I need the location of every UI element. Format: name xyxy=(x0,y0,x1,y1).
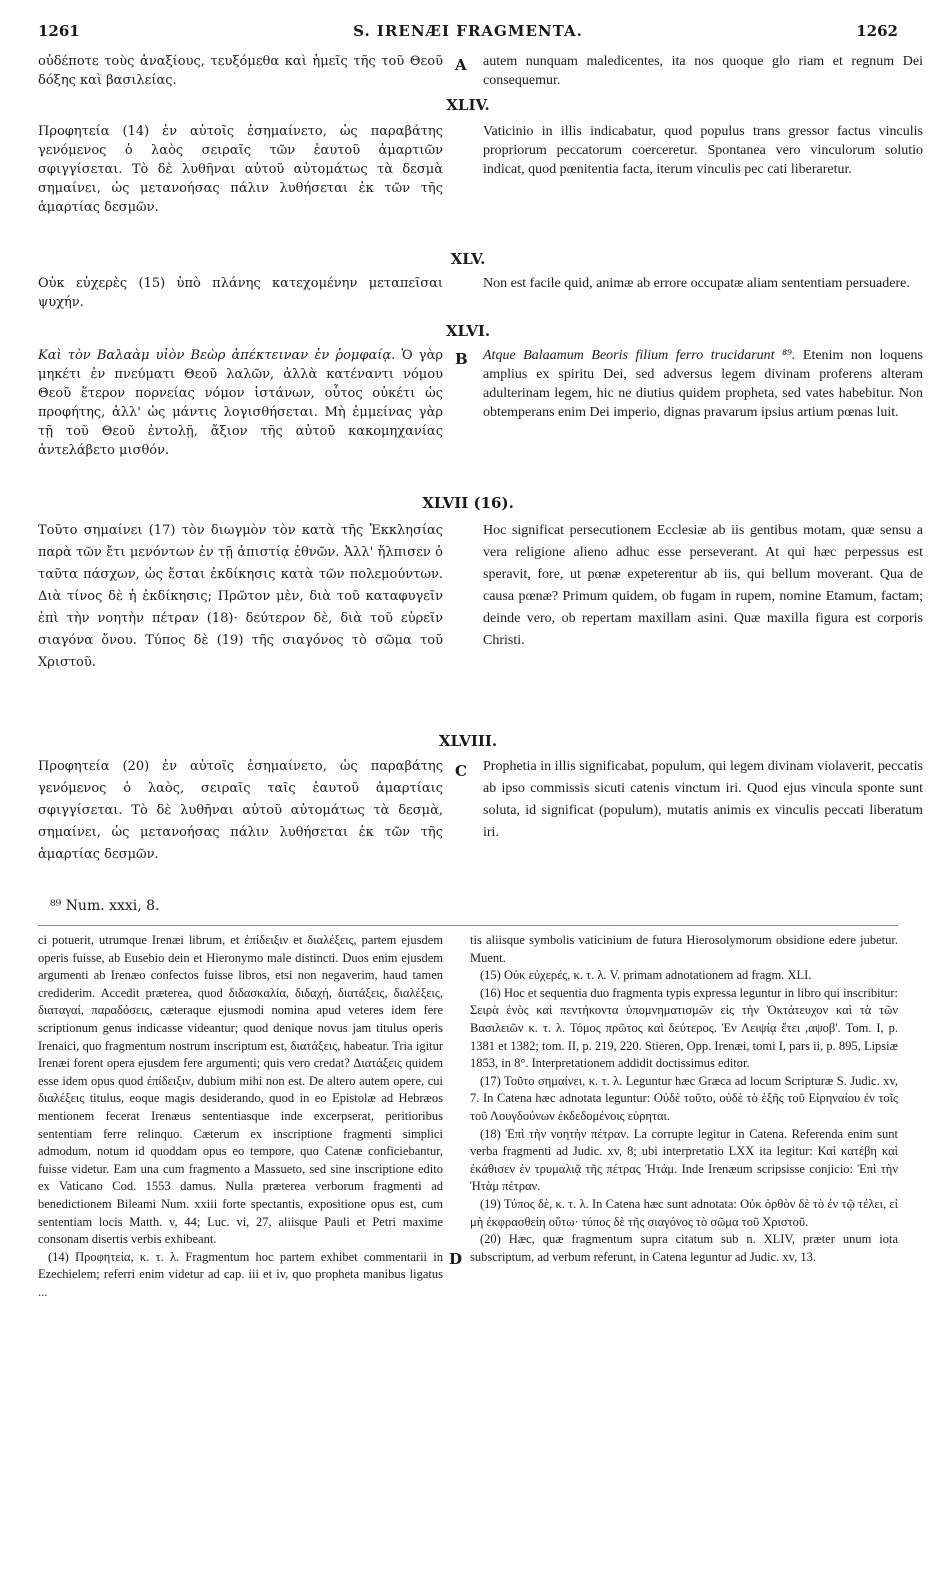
greek-column xyxy=(38,346,443,460)
greek-paragraph: Προφητεία (20) ἐν αὐτοῖς ἐσημαίνετο, ὡς παραβάτης γενόμενος ὁ λαὸς, σειραῖς ταῖς ἑαυτοῦ ἁμαρτίαις σφιγγίσεται. Τὸ δὲ λυθῆναι αὐτοῦ αὐτομάτως τὰ δεσμὰ, σημαίνει, ὡς μετανοήσας πάλιν λυθήσεται ἐκ τῶν τῆς ἁμαρτίας δεσμῶν. xyxy=(38,759,443,862)
greek-paragraph: Προφητεία (14) ἐν αὐτοῖς ἐσημαίνετο, ὡς παραβάτης γενόμενος ὁ λαὸς σειραῖς τῶν ἑαυτοῦ ἁμαρτιῶν σφιγγίσεται. Τὸ δὲ λυθῆναι αὐτοῦ αὐτομάτως τὰ δεσμὰ σημαίνει, ὡς μετανοήσας πάλιν λυθήσεται ἐκ τῶν τῆς ἁμαρτίας δεσμῶν. xyxy=(38,124,443,215)
latin-column xyxy=(483,274,923,293)
greek-column xyxy=(38,520,443,674)
section-heading: XLV. xyxy=(450,250,486,268)
annotation-paragraph: (18) Ἐπὶ τὴν νοητὴν πέτραν. La corrupte legitur in Catena. Referenda enim sunt verba fragmenti ad Judic. xv, 8; ubi interpretatio LXX ita legitur: Καὶ κατέβη καὶ ἐκάθισεν ἐν τρυμαλιᾷ τῆς πέτρας Ἠτάμ. Inde Irenæum scripsisse conjicio: Ἐπὶ τὴν Ἠτὰμ πέτραν. xyxy=(470,1126,898,1194)
greek-column xyxy=(38,52,443,90)
section-heading: XLVIII. xyxy=(438,732,498,750)
annotation-column-left xyxy=(38,932,443,1301)
annotation-column-right xyxy=(470,932,898,1266)
greek-column xyxy=(38,122,443,217)
greek-paragraph: Τοῦτο σημαίνει (17) τὸν διωγμὸν τὸν κατὰ τῆς Ἐκκλησίας παρὰ τῶν ἔτι μενόντων ἐν τῇ ἀπιστίᾳ ἐθνῶν. Ἀλλ' ἤλπισεν ὁ ταῦτα πάσχων, ὡς ἔσται ἐκδίκησις κατὰ τῶν πολεμούντων. Διὰ τίνος δὲ ἡ ἐκδίκησις; Πρῶτον μὲν, διὰ τοῦ καταφυγεῖν ἐπὶ τὴν νοητὴν πέτραν (18)· δεύτερον δὲ, διὰ τοῦ εὑρεῖν σιαγόνα ὄνου. Τύπος δὲ (19) τῆς σιαγόνος τὸ σῶμα τοῦ Χριστοῦ. xyxy=(38,523,443,670)
greek-text: Ὁ γὰρ μηκέτι ἐν πνεύματι Θεοῦ λαλῶν, ἀλλὰ κατέναντι νόμου Θεοῦ ἕτερον πορνείας νόμον ἱστάνων, οὗτος οὐκέτι ὡς προφήτης, ἀλλ' ὡς μάντις λογισθήσεται. Μὴ ἐμμείνας γὰρ τῇ τοῦ Θεοῦ ἐντολῇ, ἄξιον τῆς αὐτοῦ κακομηχανίας ἀντελάβετο μισθόν. xyxy=(38,348,444,458)
column-number-right: 1262 xyxy=(856,22,898,40)
scripture-quote: Καὶ τὸν Βαλαὰμ υἱὸν Βεὼρ ἀπέκτειναν ἐν ῥομφαίᾳ. xyxy=(38,348,396,363)
latin-column xyxy=(483,122,923,179)
margin-marker-d: D xyxy=(449,1250,463,1268)
page-header xyxy=(38,22,898,46)
latin-paragraph: Hoc significat persecutionem Ecclesiæ ab iis gentibus motam, quæ sensu a vera religione alieno adhuc esse perseverant. At qui hæc perpessus est speravit, fore, ut pœnæ expeterentur ab iis, qui bellum moverant. Qua de causa pœnæ? Primum quidem, ob fugam in rupem, nomine Etamum, factam; deinde vero, ob repertam maxillam asini. Quæ maxilla figura est corporis Christi. xyxy=(483,523,923,648)
section-heading: XLVII (16). xyxy=(422,494,514,512)
latin-column xyxy=(483,520,923,652)
margin-marker-a: A xyxy=(455,56,467,74)
annotation-paragraph: (17) Τοῦτο σημαίνει, κ. τ. λ. Leguntur hæc Græca ad locum Scripturæ S. Judic. xv, 7. In Catena hæc adnotata leguntur: Οὐδὲ τοῦτο, οὐδὲ τὸ ἑξῆς τοῦ Εἰρηναίου ἐν τοῖς τοῦ Λουγδούνων ἐκδεδομένοις εὑρηται. xyxy=(470,1073,898,1123)
latin-column xyxy=(483,346,923,422)
latin-paragraph: Vaticinio in illis indicabatur, quod populus trans gressor factus vinculis propriorum peccatorum coerceretur. Spontanea vero vinculorum solutio indicat, quod pœnitentia facta, iterum vinculis pec cati liberaretur. xyxy=(483,124,923,177)
footnote-89: ⁸⁹ Num. xxxi, 8. xyxy=(50,898,160,914)
latin-paragraph: autem nunquam maledicentes, ita nos quoque glo riam et regnum Dei consequemur. xyxy=(483,54,923,88)
latin-paragraph xyxy=(483,346,923,422)
section-heading: XLIV. xyxy=(446,96,490,114)
latin-column xyxy=(483,52,923,90)
column-number-left: 1261 xyxy=(38,22,80,40)
annotation-paragraph: (19) Τύπος δὲ, κ. τ. λ. In Catena hæc sunt adnotata: Οὐκ ὀρθὸν δὲ τὸ ἐν τῷ τέλει, εἰ μὴ ἐκφρασθείη οὕτω· τύπος δὲ τῆς σιαγόνος τὸ σῶμα τοῦ Χριστοῦ. xyxy=(470,1196,898,1229)
scripture-quote: Atque Balaamum Beoris filium ferro trucidarunt ⁸⁹. xyxy=(483,348,796,363)
margin-marker-b: B xyxy=(455,350,468,368)
annotation-paragraph: ci potuerit, utrumque Irenæi librum, et ἐπίδειξιν et διαλέξεις, partem ejusdem operis fuisse, ab Eusebio dein et Hieronymo male distincti. Duos enim ejusdem argumenti ab Irenæo confectos fuisse libros, etsi non negaverim, haud tamen crediderim. Accedit præterea, quod διδασκαλία, διδαχή, διατάξεις, διαλέξεις, διαταγαί, παραδόσεις, cæteraque ejusmodi nomina apud veteres idem fere scriptionum genus indicasse videantur; quod denique novus jam titulus operis Irenaici, quo fragmentum nostrum inscriptum est, διατάξεις, habeatur. Tria igitur Irenæi forent opera ejusdem fere argumenti; quis vero credat? Διατάξεις quidem esse idem opus quod ἐπίδειξιν, dubium mihi non est. De altero autem opere, cui διαλέξεις titulus, eoque magis desiderando, quod in eo Epistolæ ad Hebræos mentionem fecerat Irenæus sententiasque inde excerpserat, peritioribus sententiam ferre relinquo. Cæterum ex inscriptione fragmenti simplici admodum, notum id quoddam opus eo tempore, quo Catenæ conficiebantur, fuisse videtur. Eam una cum fragmento a Massueto, sed sine inscriptione edito ex Vaticano Cod. 1553 damus. Nulla præterea verborum fragmenti ad benedictionem Bileami Num. xxiii forte spectantis, expositione opus est, cum sententiam locis Matth. v, 44; Luc. vi, 27, aliisque Pauli et Petri maxime consonam disertis verbis exhibeant. xyxy=(38,933,443,1247)
annotation-paragraph: tis aliisque symbolis vaticinium de futura Hierosolymorum obsidione edere jubetur. Muent. xyxy=(470,933,898,965)
section-heading: XLVI. xyxy=(445,322,491,340)
greek-column xyxy=(38,274,443,312)
annotation-paragraph: (20) Hæc, quæ fragmentum supra citatum sub n. XLIV, præter unum iota subscriptum, ad verbum referunt, in Catena leguntur ad Judic. xv, 13. xyxy=(470,1232,898,1264)
greek-paragraph: οὐδέποτε τοὺς ἀναξίους, τευξόμεθα καὶ ἡμεῖς τῆς τοῦ Θεοῦ δόξης καὶ βασιλείας. xyxy=(38,54,443,88)
annotation-paragraph: (14) Προφητεία, κ. τ. λ. Fragmentum hoc partem exhibet commentarii in Ezechielem; referri enim videtur ad cap. iii et iv, quo propheta manibus ligatus ... xyxy=(38,1249,443,1299)
greek-paragraph xyxy=(38,346,443,460)
latin-column xyxy=(483,756,923,844)
running-title: S. IRENÆI FRAGMENTA. xyxy=(353,22,583,40)
greek-column xyxy=(38,756,443,866)
annotation-paragraph: (16) Hoc et sequentia duo fragmenta typis expressa leguntur in libro qui inscribitur: Σειρὰ ἑνὸς καὶ πεντήκοντα ὑπομνηματισμῶν εἰς τὴν Ὀκτάτευχον καὶ τὰ τῶν Βασιλειῶν κ. τ. λ. Τόμος πρῶτος καὶ δεύτερος. Ἐν Λειψίᾳ ἔτει ,αψοβ'. Tom. I, p. 1381 et 1382; tom. II, p. 219, 220. Stieren, Opp. Irenæi, tomi I, pars ii, p. 895, Lipsiæ 1853, in 8°. Interpretationem addidit doctissimus editor. xyxy=(470,985,898,1071)
latin-text: Etenim non loquens amplius ex spiritu Dei, sed adversus legem divinam proferens alteram adulterinam legem, hic ne diutius quidem propheta, sed vates habebitur. Non obtemperans enim Dei imperio, dignas pravarum ipsius artium pœnas luit. xyxy=(483,348,923,420)
latin-paragraph: Non est facile quid, animæ ab errore occupatæ aliam sententiam persuadere. xyxy=(483,276,910,291)
latin-paragraph: Prophetia in illis significabat, populum, qui legem divinam violaverit, peccatis ab ipso commissis sicuti catenis vinctum iri. Quod ejus vincula sponte sunt soluta, id significat (populum), mutatis animis ex vinculis peccati liberatum iri. xyxy=(483,759,923,840)
greek-paragraph: Οὐκ εὐχερὲς (15) ὑπὸ πλάνης κατεχομένην μεταπεῖσαι ψυχήν. xyxy=(38,276,443,310)
footnote-divider xyxy=(38,925,898,926)
margin-marker-c: C xyxy=(455,762,467,780)
annotation-paragraph: (15) Οὐκ εὐχερές, κ. τ. λ. V. primam adnotationem ad fragm. XLI. xyxy=(480,968,812,983)
